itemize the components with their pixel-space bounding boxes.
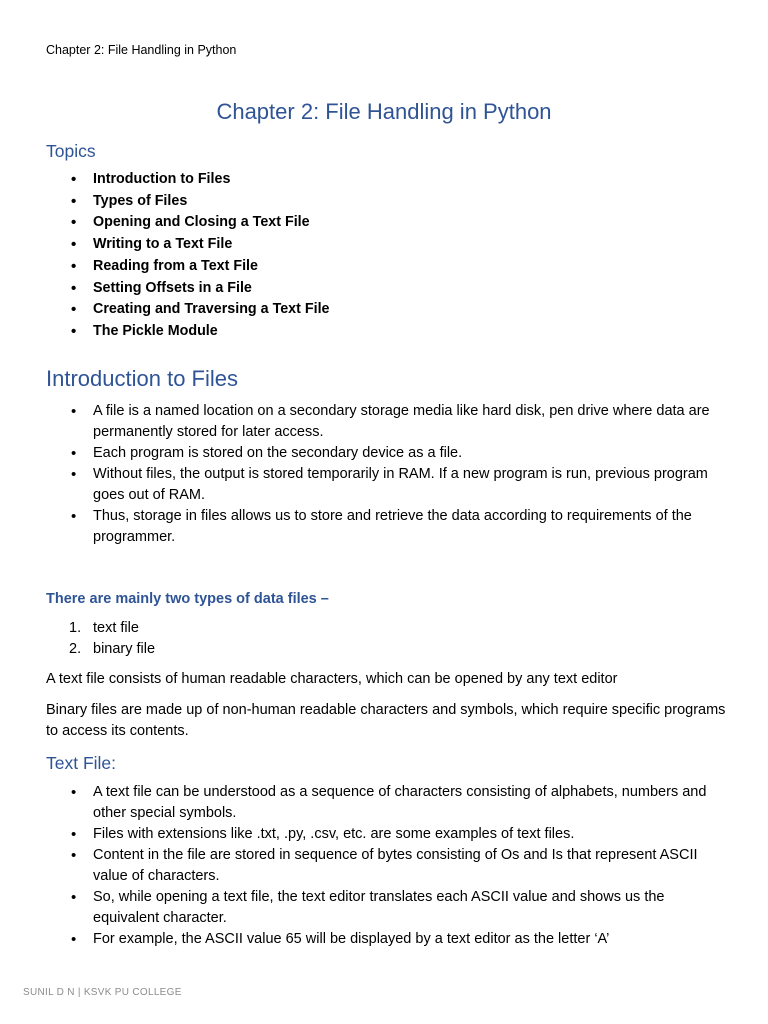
binary-file-paragraph: Binary files are made up of non-human readable characters and symbols, which require specific programs to access its contents.	[46, 702, 726, 739]
page-footer: SUNIL D N | KSVK PU COLLEGE	[23, 987, 182, 998]
list-item	[69, 618, 733, 639]
list-item: • For example, the ASCII value 65 will be displayed by a text editor as the letter ‘A’	[93, 929, 733, 950]
text-file-paragraph: A text file consists of human readable characters, which can be opened by any text editor	[46, 671, 618, 687]
intro-heading: Introduction to Files	[46, 366, 238, 391]
types-heading: There are mainly two types of data files –	[46, 591, 329, 607]
list-item: • Each program is stored on the secondary device as a file.	[93, 443, 733, 464]
list-item: • Setting Offsets in a File	[93, 278, 733, 300]
text-file-heading: Text File:	[46, 753, 117, 773]
list-item: • Without files, the output is stored temporarily in RAM. If a new program is run, previous program goes out of RAM.	[93, 464, 733, 506]
list-item: • Introduction to Files	[93, 169, 733, 191]
list-item: • A file is a named location on a secondary storage media like hard disk, pen drive where data are permanently stored for later access.	[93, 401, 733, 443]
text-file-list	[93, 782, 733, 950]
list-number: 2.	[69, 641, 82, 657]
list-item-text: text file	[93, 620, 139, 636]
types-list	[69, 618, 733, 660]
list-item: • Creating and Traversing a Text File	[93, 299, 733, 321]
document-title: Chapter 2: File Handling in Python	[216, 99, 552, 124]
intro-list	[93, 401, 733, 548]
running-header: Chapter 2: File Handling in Python	[46, 43, 237, 57]
topics-list	[93, 169, 733, 343]
list-item: • Opening and Closing a Text File	[93, 212, 733, 234]
topics-heading: Topics	[46, 141, 96, 161]
list-item: • Thus, storage in files allows us to store and retrieve the data according to requirements of the programmer.	[93, 506, 733, 548]
list-item: • So, while opening a text file, the text editor translates each ASCII value and shows us the equivalent character.	[93, 887, 733, 929]
list-item: • Types of Files	[93, 191, 733, 213]
list-item-text: binary file	[93, 641, 156, 657]
list-item: • A text file can be understood as a sequence of characters consisting of alphabets, numbers and other special symbols.	[93, 782, 733, 824]
list-item: • Reading from a Text File	[93, 256, 733, 278]
list-item: • Writing to a Text File	[93, 234, 733, 256]
list-item: • Files with extensions like .txt, .py, .csv, etc. are some examples of text files.	[93, 824, 733, 845]
list-number: 1.	[69, 620, 82, 636]
list-item: • The Pickle Module	[93, 321, 733, 343]
list-item	[69, 639, 733, 660]
list-item: • Content in the file are stored in sequence of bytes consisting of Os and Is that represent ASCII value of characters.	[93, 845, 733, 887]
